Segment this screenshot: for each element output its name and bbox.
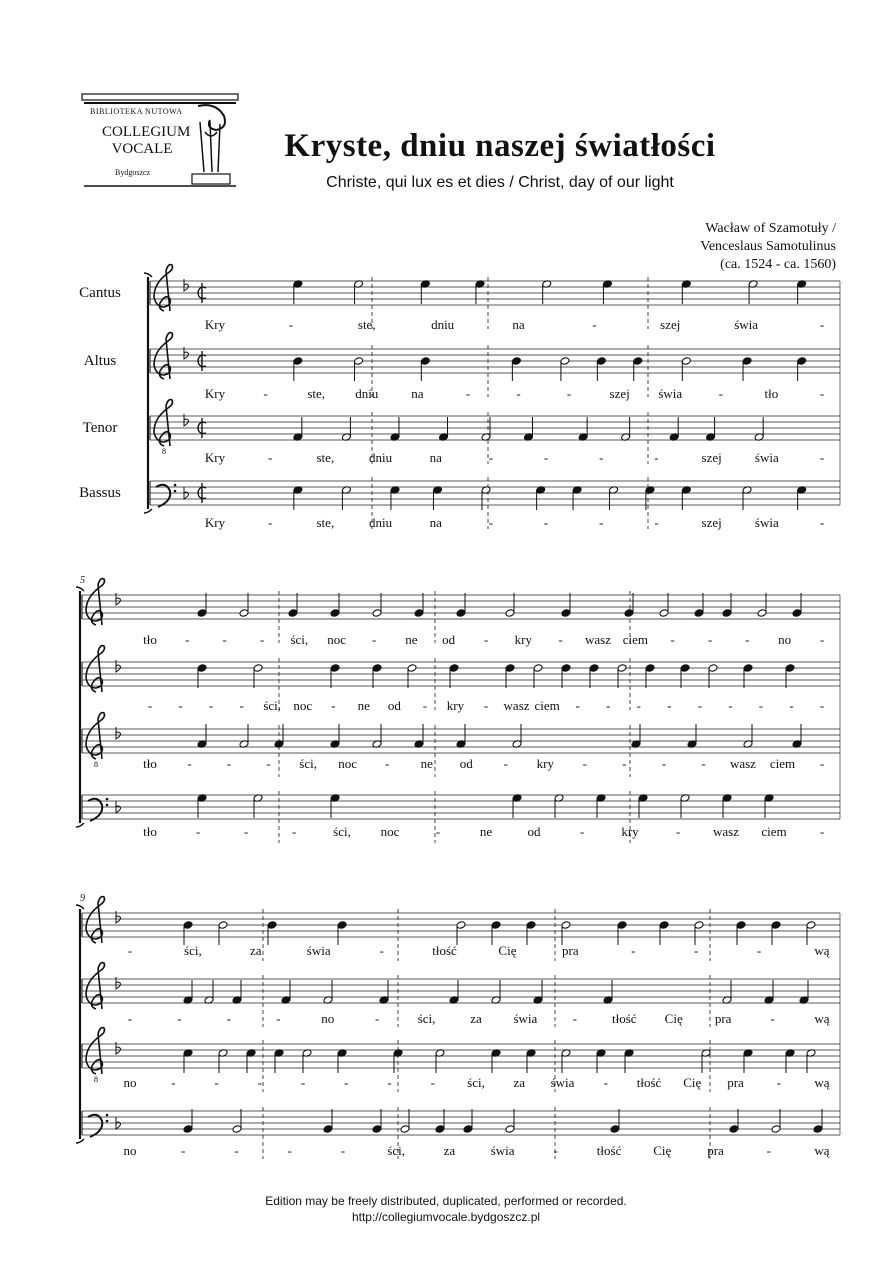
- cantus-lyric-syllable: dniu: [431, 317, 455, 332]
- bassus-lyric-syllable: ne: [479, 824, 493, 839]
- cantus-lyric-syllable: -: [592, 317, 597, 332]
- cantus-lyric-syllable: Kry: [204, 317, 226, 332]
- cantus-lyric-syllable: kry: [514, 632, 533, 647]
- altus-lyric-syllable: -: [758, 698, 764, 713]
- altus-lyric-syllable: -: [239, 698, 244, 713]
- bassus-lyric-syllable: -: [599, 515, 604, 530]
- cantus-lyric-syllable: -: [127, 943, 133, 958]
- cantus-lyric-syllable: -: [222, 632, 227, 647]
- altus-note: [407, 664, 417, 673]
- bassus-lyric-syllable: no: [123, 1143, 137, 1158]
- altus-note: [293, 357, 303, 366]
- logo-collegium: COLLEGIUM: [102, 124, 191, 140]
- tenor-lyric-syllable: -: [776, 1075, 781, 1090]
- altus-note: [645, 664, 655, 673]
- tenor-lyric-syllable: szej: [701, 450, 722, 465]
- logo-city: Bydgoszcz: [115, 168, 151, 177]
- cantus-note: [372, 609, 382, 618]
- altus-note: [617, 664, 627, 673]
- altus-lyric-syllable: ści,: [417, 1011, 436, 1026]
- altus-note: [253, 664, 263, 673]
- cantus-lyric-syllable: -: [288, 317, 294, 332]
- altus-lyric-syllable: świa: [658, 386, 683, 401]
- bassus-note: [232, 1125, 242, 1134]
- cantus-note: [505, 609, 515, 618]
- altus-lyric-syllable: -: [374, 1011, 380, 1026]
- tenor-lyric-syllable: -: [430, 1075, 435, 1090]
- tenor-lyric-syllable: ści,: [467, 1075, 485, 1090]
- altus-lyric-syllable: od: [387, 698, 401, 713]
- cantus-lyric-syllable: ste,: [357, 317, 376, 332]
- bassus-lyric-syllable: -: [819, 824, 825, 839]
- tenor-lyric-syllable: za: [513, 1075, 526, 1090]
- tenor-lyric-syllable: noc: [338, 756, 358, 771]
- altus-lyric-syllable: wasz: [503, 698, 530, 713]
- cantus-lyric-syllable: -: [379, 943, 384, 958]
- cantus-lyric-syllable: świa: [734, 317, 759, 332]
- tenor-lyric-syllable: dniu: [368, 450, 393, 465]
- tenor-octave-mark: 8: [94, 1075, 98, 1084]
- altus-note: [589, 664, 599, 673]
- altus-note: [505, 664, 515, 673]
- tenor-lyric-syllable: od: [459, 756, 473, 771]
- altus-lyric-syllable: -: [789, 698, 794, 713]
- treble-clef-icon: [86, 713, 105, 759]
- altus-lyric-syllable: -: [263, 386, 268, 401]
- bassus-lyric-syllable: -: [819, 515, 825, 530]
- altus-note: [681, 357, 691, 366]
- bassus-lyric-syllable: ści,: [333, 824, 351, 839]
- measure-number-2: 5: [80, 575, 85, 586]
- tenor-lyric-syllable: -: [226, 756, 232, 771]
- tenor-lyric-syllable: -: [488, 450, 494, 465]
- cantus-note: [792, 609, 802, 618]
- altus-lyric-syllable: dniu: [355, 386, 379, 401]
- cantus-note: [414, 609, 424, 618]
- bassus-lyric-syllable: -: [553, 1143, 559, 1158]
- bassus-lyric-syllable: -: [181, 1143, 186, 1158]
- altus-lyric-syllable: -: [718, 386, 724, 401]
- system-1-bracket-top: [144, 273, 152, 277]
- altus-note: [533, 664, 543, 673]
- tenor-lyric-syllable: -: [214, 1075, 219, 1090]
- footer-license: Edition may be freely distributed, duplicated, performed or recorded.: [265, 1194, 627, 1208]
- altus-lyric-syllable: -: [177, 1011, 182, 1026]
- cantus-note: [561, 609, 571, 618]
- cantus-lyric-syllable: wasz: [585, 632, 611, 647]
- tenor-lyric-syllable: -: [603, 1075, 608, 1090]
- measure-number-3: 9: [80, 893, 85, 904]
- bass-clef-dot: [106, 1120, 109, 1123]
- bassus-lyric-syllable: Cię: [653, 1143, 672, 1158]
- cantus-note: [526, 921, 536, 930]
- cantus-lyric-syllable: Cię: [498, 943, 517, 958]
- tenor-lyric-syllable: tło: [143, 756, 157, 771]
- bassus-lyric-syllable: -: [488, 515, 494, 530]
- cantus-note: [659, 609, 669, 618]
- cantus-note: [617, 921, 627, 930]
- treble-clef-icon: [86, 646, 105, 692]
- altus-note: [708, 664, 718, 673]
- cantus-note: [771, 921, 781, 930]
- tenor-lyric-syllable: pra: [727, 1075, 744, 1090]
- altus-note: [743, 664, 753, 673]
- altus-lyric-syllable: -: [728, 698, 733, 713]
- cantus-lyric-syllable: -: [707, 632, 713, 647]
- bass-clef-icon: [156, 485, 170, 507]
- bassus-note: [435, 1125, 445, 1134]
- bassus-lyric-syllable: -: [234, 1143, 239, 1158]
- cantus-note: [659, 921, 669, 930]
- altus-note: [742, 357, 752, 366]
- tenor-lyric-syllable: kry: [536, 756, 554, 771]
- cantus-lyric-syllable: wą: [814, 943, 830, 958]
- altus-note: [511, 357, 521, 366]
- tenor-lyric-syllable: wasz: [729, 756, 756, 771]
- altus-lyric-syllable: -: [422, 698, 428, 713]
- tenor-lyric-syllable: -: [661, 756, 667, 771]
- bass-clef-dot: [106, 1114, 109, 1117]
- altus-lyric-syllable: -: [208, 698, 214, 713]
- system-3-bracket-bottom: [76, 1139, 84, 1143]
- system-1-bracket-bottom: [144, 509, 152, 513]
- cantus-lyric-syllable: ści,: [290, 632, 309, 647]
- treble-clef-icon: [86, 1028, 105, 1074]
- altus-note: [680, 664, 690, 673]
- bassus-lyric-syllable: ciem: [761, 824, 787, 839]
- cantus-lyric-syllable: ne: [405, 632, 418, 647]
- bassus-note: [729, 1125, 739, 1134]
- tenor-lyric-syllable: Kry: [204, 450, 226, 465]
- treble-clef-icon: [86, 897, 105, 943]
- bassus-lyric-syllable: -: [579, 824, 585, 839]
- altus-lyric-syllable: ste,: [307, 386, 326, 401]
- bassus-lyric-syllable: -: [435, 824, 441, 839]
- logo-line-1: BIBLIOTEKA NUTOWA: [90, 107, 183, 116]
- altus-lyric-syllable: noc: [293, 698, 313, 713]
- treble-clef-icon: [154, 265, 173, 311]
- logo-vocale: VOCALE: [111, 141, 173, 157]
- altus-note: [560, 357, 570, 366]
- cantus-note: [330, 609, 340, 618]
- tenor-lyric-syllable: na: [429, 450, 442, 465]
- altus-lyric-syllable: Kry: [204, 386, 226, 401]
- cantus-note: [757, 609, 767, 618]
- bassus-lyric-syllable: -: [287, 1143, 292, 1158]
- altus-lyric-syllable: wą: [814, 1011, 830, 1026]
- bassus-lyric-syllable: ści,: [387, 1143, 406, 1158]
- bass-clef-dot: [174, 484, 177, 487]
- tenor-lyric-syllable: -: [257, 1075, 262, 1090]
- altus-note: [449, 664, 459, 673]
- altus-note: [785, 664, 795, 673]
- bass-clef-dot: [106, 798, 109, 801]
- altus-lyric-syllable: -: [147, 698, 153, 713]
- cantus-note: [806, 921, 816, 930]
- cantus-lyric-syllable: szej: [660, 317, 681, 332]
- altus-lyric-syllable: Cię: [664, 1011, 683, 1026]
- cantus-lyric-syllable: -: [745, 632, 750, 647]
- cantus-note: [197, 609, 207, 618]
- cantus-lyric-syllable: za: [250, 943, 262, 958]
- tenor-lyric-syllable: -: [385, 756, 390, 771]
- bassus-lyric-syllable: pra: [707, 1143, 724, 1158]
- bassus-note: [505, 1125, 515, 1134]
- cantus-lyric-syllable: od: [442, 632, 456, 647]
- tenor-lyric-syllable: -: [171, 1075, 176, 1090]
- cantus-lyric-syllable: -: [483, 632, 489, 647]
- composer-dates: (ca. 1524 - ca. 1560): [720, 257, 836, 272]
- bassus-lyric-syllable: świa: [490, 1143, 515, 1158]
- piece-title: Kryste, dniu naszej światłości: [284, 128, 716, 164]
- bassus-note: [771, 1125, 781, 1134]
- cantus-lyric-syllable: noc: [327, 632, 347, 647]
- tenor-lyric-syllable: ciem: [769, 756, 796, 771]
- cantus-lyric-syllable: -: [371, 632, 377, 647]
- cantus-note: [736, 921, 746, 930]
- voice-label-bassus: Bassus: [79, 485, 121, 501]
- bassus-lyric-syllable: ste,: [316, 515, 335, 530]
- cantus-lyric-syllable: -: [558, 632, 563, 647]
- tenor-lyric-syllable: ne: [420, 756, 433, 771]
- altus-lyric-syllable: -: [819, 386, 825, 401]
- altus-lyric-syllable: -: [465, 386, 471, 401]
- composer-name-pl: Wacław of Szamotuły /: [705, 221, 836, 236]
- treble-clef-icon: [154, 400, 173, 446]
- altus-lyric-syllable: -: [226, 1011, 232, 1026]
- cantus-note: [337, 921, 347, 930]
- bassus-note: [323, 1125, 333, 1134]
- tenor-lyric-syllable: -: [819, 450, 825, 465]
- bassus-lyric-syllable: -: [291, 824, 297, 839]
- tenor-lyric-syllable: -: [582, 756, 587, 771]
- altus-lyric-syllable: -: [572, 1011, 578, 1026]
- footer-url: http://collegiumvocale.bydgoszcz.pl: [351, 1210, 541, 1224]
- cantus-lyric-syllable: na: [512, 317, 525, 332]
- cantus-lyric-syllable: -: [819, 632, 825, 647]
- altus-lyric-syllable: szej: [609, 386, 630, 401]
- cantus-note: [491, 921, 501, 930]
- tenor-lyric-syllable: -: [344, 1075, 349, 1090]
- cantus-lyric-syllable: tłość: [432, 943, 457, 958]
- treble-clef-icon: [86, 963, 105, 1009]
- bassus-lyric-syllable: Kry: [204, 515, 226, 530]
- footer: [0, 1193, 892, 1225]
- system-3-bracket-top: [76, 905, 84, 909]
- bassus-lyric-syllable: kry: [621, 824, 639, 839]
- cantus-note: [456, 921, 466, 930]
- cantus-note: [218, 921, 228, 930]
- bassus-lyric-syllable: na: [429, 515, 442, 530]
- cantus-lyric-syllable: -: [694, 943, 699, 958]
- altus-lyric-syllable: świa: [513, 1011, 538, 1026]
- altus-lyric-syllable: -: [770, 1011, 775, 1026]
- tenor-lyric-syllable: wą: [814, 1075, 830, 1090]
- altus-lyric-syllable: -: [575, 698, 580, 713]
- bass-clef-icon: [88, 1115, 102, 1137]
- altus-note: [797, 357, 807, 366]
- bassus-lyric-syllable: za: [443, 1143, 456, 1158]
- altus-note: [633, 357, 643, 366]
- bassus-note: [372, 1125, 382, 1134]
- cantus-lyric-syllable: pra: [562, 943, 579, 958]
- altus-lyric-syllable: na: [411, 386, 424, 401]
- cantus-note: [694, 921, 704, 930]
- bassus-lyric-syllable: -: [543, 515, 549, 530]
- bass-clef-dot: [106, 804, 109, 807]
- cantus-note: [561, 921, 571, 930]
- bassus-lyric-syllable: -: [195, 824, 201, 839]
- tenor-lyric-syllable: tłość: [636, 1075, 662, 1090]
- bassus-note: [813, 1125, 823, 1134]
- tenor-lyric-syllable: -: [599, 450, 604, 465]
- tenor-lyric-syllable: -: [654, 450, 659, 465]
- bassus-note: [463, 1125, 473, 1134]
- tenor-lyric-syllable: -: [300, 1075, 306, 1090]
- bassus-lyric-syllable: -: [243, 824, 249, 839]
- bass-clef-dot: [174, 490, 177, 493]
- bassus-lyric-syllable: wą: [814, 1143, 830, 1158]
- altus-lyric-syllable: -: [276, 1011, 281, 1026]
- voice-label-altus: Altus: [83, 353, 117, 369]
- altus-lyric-syllable: -: [697, 698, 702, 713]
- cantus-lyric-syllable: -: [631, 943, 636, 958]
- altus-lyric-syllable: ciem: [534, 698, 560, 713]
- bassus-lyric-syllable: noc: [380, 824, 400, 839]
- cantus-lyric-syllable: -: [819, 317, 825, 332]
- cantus-lyric-syllable: -: [756, 943, 762, 958]
- cantus-note: [722, 609, 732, 618]
- altus-lyric-syllable: -: [606, 698, 611, 713]
- cantus-note: [288, 609, 298, 618]
- altus-lyric-syllable: -: [178, 698, 183, 713]
- treble-clef-icon: [86, 579, 105, 625]
- bassus-lyric-syllable: -: [268, 515, 273, 530]
- voice-label-cantus: Cantus: [79, 285, 121, 301]
- tenor-lyric-syllable: świa: [754, 450, 779, 465]
- tenor-lyric-syllable: -: [622, 756, 627, 771]
- altus-note: [372, 664, 382, 673]
- cantus-note: [694, 609, 704, 618]
- cantus-lyric-syllable: no: [778, 632, 792, 647]
- tenor-lyric-syllable: no: [123, 1075, 137, 1090]
- altus-lyric-syllable: no: [321, 1011, 335, 1026]
- tenor-lyric-syllable: ste,: [316, 450, 335, 465]
- altus-lyric-syllable: ne: [357, 698, 370, 713]
- tenor-lyric-syllable: -: [701, 756, 706, 771]
- altus-lyric-syllable: tłość: [612, 1011, 637, 1026]
- cantus-note: [456, 609, 466, 618]
- cantus-lyric-syllable: -: [670, 632, 675, 647]
- altus-lyric-syllable: tło: [764, 386, 779, 401]
- tenor-lyric-syllable: ści,: [299, 756, 317, 771]
- altus-note: [330, 664, 340, 673]
- bassus-lyric-syllable: wasz: [713, 824, 739, 839]
- cantus-lyric-syllable: świa: [306, 943, 331, 958]
- bassus-lyric-syllable: -: [340, 1143, 346, 1158]
- system-2-bracket-top: [76, 587, 84, 591]
- cantus-lyric-syllable: -: [185, 632, 190, 647]
- tenor-lyric-syllable: -: [268, 450, 273, 465]
- tenor-lyric-syllable: -: [187, 756, 192, 771]
- tenor-lyric-syllable: -: [387, 1075, 392, 1090]
- altus-note: [354, 357, 364, 366]
- bass-clef-icon: [88, 799, 102, 821]
- composer-name-lat: Venceslaus Samotulinus: [700, 239, 836, 254]
- cantus-note: [624, 609, 634, 618]
- altus-lyric-syllable: -: [819, 698, 825, 713]
- altus-note: [596, 357, 606, 366]
- cantus-note: [183, 921, 193, 930]
- voice-label-tenor: Tenor: [82, 420, 118, 436]
- tenor-lyric-syllable: świa: [550, 1075, 575, 1090]
- bassus-note: [400, 1125, 410, 1134]
- altus-lyric-syllable: -: [636, 698, 641, 713]
- bassus-lyric-syllable: tłość: [596, 1143, 622, 1158]
- bassus-lyric-syllable: -: [766, 1143, 771, 1158]
- cantus-lyric-syllable: tło: [143, 632, 157, 647]
- altus-lyric-syllable: -: [483, 698, 489, 713]
- altus-lyric-syllable: kry: [446, 698, 465, 713]
- tenor-lyric-syllable: -: [543, 450, 549, 465]
- altus-note: [420, 357, 430, 366]
- bassus-lyric-syllable: dniu: [368, 515, 393, 530]
- cantus-lyric-syllable: ciem: [622, 632, 648, 647]
- bassus-note: [183, 1125, 193, 1134]
- altus-lyric-syllable: pra: [714, 1011, 732, 1026]
- altus-lyric-syllable: ści,: [263, 698, 282, 713]
- tenor-octave-mark: 8: [94, 760, 98, 769]
- altus-note: [197, 664, 207, 673]
- cantus-lyric-syllable: -: [259, 632, 265, 647]
- altus-lyric-syllable: za: [470, 1011, 482, 1026]
- bassus-lyric-syllable: -: [675, 824, 681, 839]
- altus-lyric-syllable: -: [516, 386, 521, 401]
- altus-lyric-syllable: -: [667, 698, 672, 713]
- bassus-lyric-syllable: -: [654, 515, 659, 530]
- bassus-lyric-syllable: szej: [701, 515, 722, 530]
- tenor-lyric-syllable: -: [503, 756, 508, 771]
- bassus-lyric-syllable: od: [527, 824, 541, 839]
- tenor-lyric-syllable: -: [266, 756, 271, 771]
- altus-lyric-syllable: -: [331, 698, 336, 713]
- cantus-note: [267, 921, 277, 930]
- tenor-lyric-syllable: Cię: [683, 1075, 702, 1090]
- altus-lyric-syllable: -: [127, 1011, 133, 1026]
- bassus-lyric-syllable: tło: [143, 824, 157, 839]
- altus-note: [561, 664, 571, 673]
- bassus-lyric-syllable: świa: [754, 515, 779, 530]
- altus-lyric-syllable: -: [566, 386, 572, 401]
- piece-subtitle: Christe, qui lux es et dies / Christ, day of our light: [326, 174, 674, 191]
- system-2-bracket-bottom: [76, 823, 84, 827]
- tenor-octave-mark: 8: [162, 447, 166, 456]
- cantus-lyric-syllable: ści,: [184, 943, 202, 958]
- bassus-note: [610, 1125, 620, 1134]
- cantus-note: [239, 609, 249, 618]
- treble-clef-icon: [154, 333, 173, 379]
- tenor-lyric-syllable: -: [819, 756, 825, 771]
